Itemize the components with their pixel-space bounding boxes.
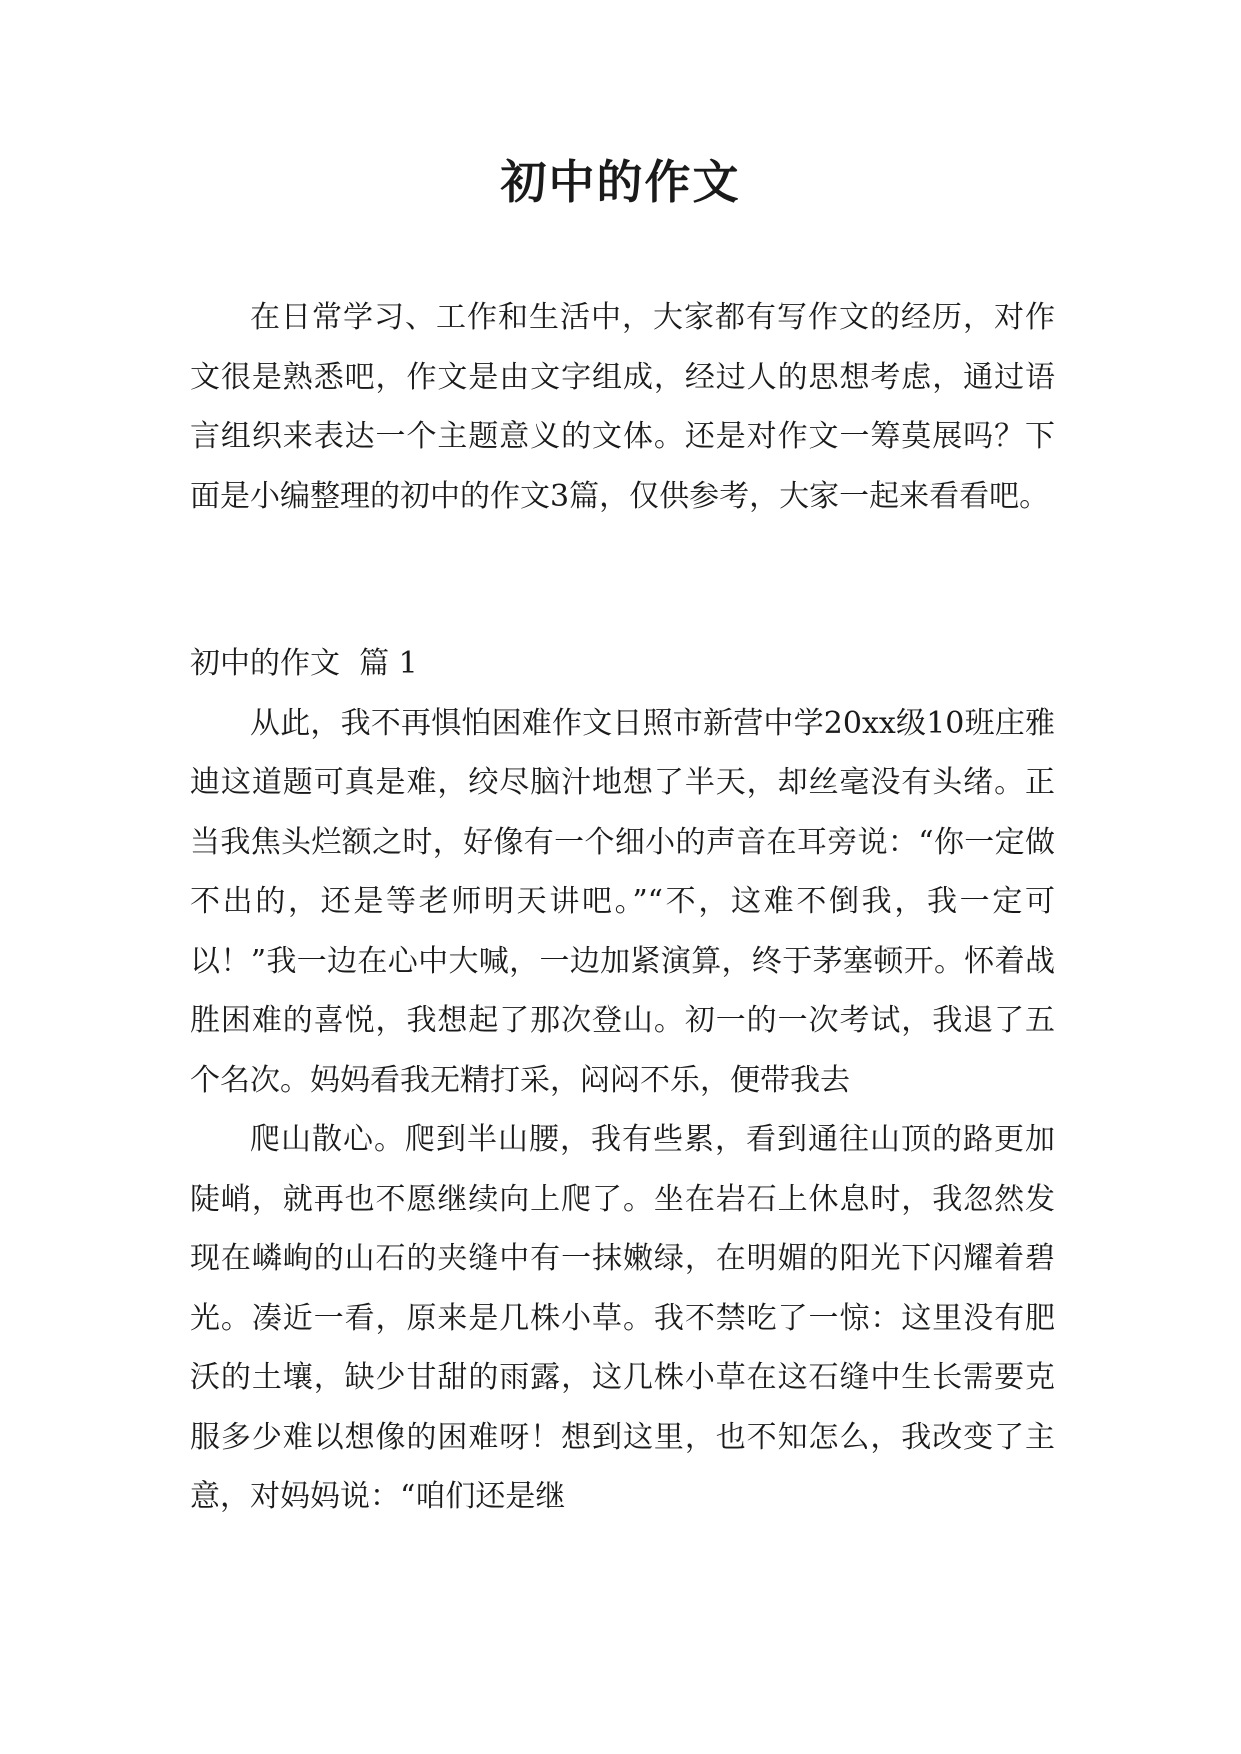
essay-paragraph-1: 从此，我不再惧怕困难作文日照市新营中学20xx级10班庄雅迪这道题可真是难，绞尽脑汁地想了半天，却丝毫没有头绪。正当我焦头烂额之时，好像有一个细小的声音在耳旁说：“你一定做不出的，还是等老师明天讲吧。”“不，这难不倒我，我一定可以！”我一边在心中大喊，一边加紧演算，终于茅塞顿开。怀着战胜困难的喜悦，我想起了那次登山。初一的一次考试，我退了五个名次。妈妈看我无精打采，闷闷不乐，便带我去 <box>190 705 1055 1098</box>
essay-paragraph-2: 爬山散心。爬到半山腰，我有些累，看到通往山顶的路更加陡峭，就再也不愿继续向上爬了。坐在岩石上休息时，我忽然发现在嶙峋的山石的夹缝中有一抹嫩绿，在明媚的阳光下闪耀着碧光。凑近一看，原来是几株小草。我不禁吃了一惊：这里没有肥沃的土壤，缺少甘甜的雨露，这几株小草在这石缝中生长需要克服多少难以想像的困难呀！想到这里，也不知怎么，我改变了主意，对妈妈说：“咱们还是继 <box>190 1122 1055 1514</box>
intro-block <box>190 288 1055 526</box>
section-heading: 初中的作文 篇 1 <box>190 646 418 681</box>
document-title: 初中的作文 <box>500 155 741 209</box>
intro-paragraph: 在日常学习、工作和生活中，大家都有写作文的经历，对作文很是熟悉吧，作文是由文字组成，经过人的思想考虑，通过语言组织来表达一个主题意义的文体。还是对作文一筹莫展吗？下面是小编整理的初中的作文3篇，仅供参考，大家一起来看看吧。 <box>190 300 1055 514</box>
essay-block <box>190 634 1055 1527</box>
